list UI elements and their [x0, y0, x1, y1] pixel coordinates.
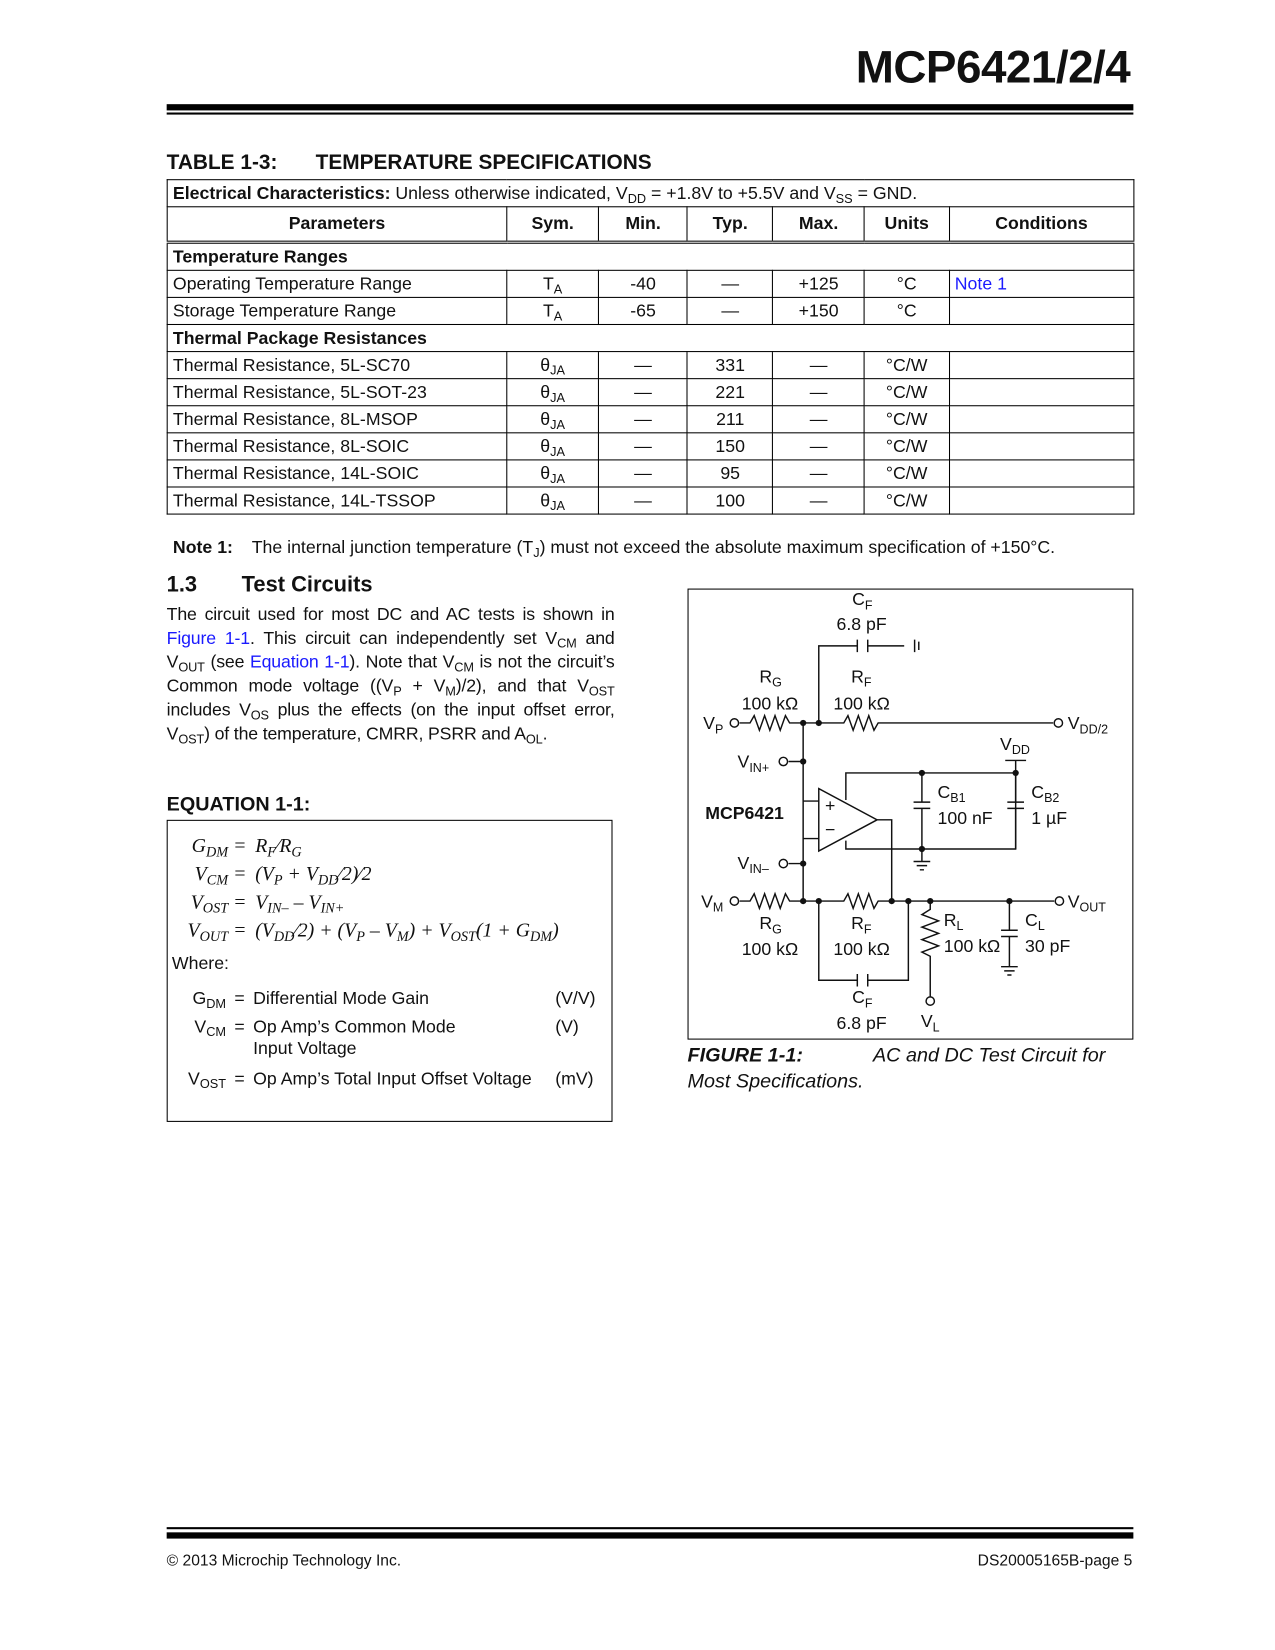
text: —	[809, 381, 828, 402]
rg-top-label: $R_G$	[759, 666, 782, 690]
table-cell	[167, 297, 507, 324]
text: is not the circuit’s Common mode voltage ((V	[166, 652, 615, 696]
equals-sign: =	[234, 988, 245, 1009]
text: —	[809, 354, 828, 375]
table-cell	[599, 487, 688, 514]
text: (V	[255, 919, 274, 942]
table-cell	[507, 379, 599, 406]
subscript: CM	[557, 636, 577, 651]
subscript: F	[267, 843, 277, 860]
table-cell	[167, 433, 507, 460]
text: The circuit used for most DC and AC tests is shown in	[166, 604, 615, 624]
cl-value: 30 pF	[1025, 936, 1071, 957]
table-cell	[687, 406, 772, 433]
cf-top-label: $C_F$	[852, 589, 873, 613]
terminals	[730, 719, 1063, 1005]
equals-sign: =	[234, 863, 246, 886]
cb2-label: $C_{B2}$	[1031, 781, 1060, 806]
table-cell	[864, 460, 949, 487]
subscript: DD	[273, 928, 295, 944]
table-cell	[687, 433, 772, 460]
cf-bottom-label: $C_F$	[852, 987, 873, 1011]
subscript: A	[553, 308, 563, 324]
subscript: JA	[550, 389, 566, 405]
text: +125	[798, 273, 839, 294]
table-cell	[167, 379, 507, 406]
text: V	[255, 891, 268, 914]
table-cell	[599, 297, 688, 324]
text: °C/W	[885, 381, 928, 402]
table-row	[167, 379, 1134, 406]
subscript: P	[356, 928, 365, 944]
section-label: Thermal Package Resistances	[167, 324, 1134, 351]
text: —	[721, 273, 740, 294]
equals-sign: =	[234, 919, 246, 942]
table-cell	[599, 270, 688, 297]
test-circuit-schematic	[688, 589, 1134, 1040]
section-row	[167, 324, 1134, 351]
definition-text: Op Amp’s Total Input Offset Voltage	[253, 1068, 532, 1089]
text: —	[809, 435, 828, 456]
conditions-row	[167, 180, 1134, 207]
subscript: M	[445, 684, 456, 699]
text: θ	[540, 408, 551, 429]
definition-symbol	[180, 988, 226, 1010]
text: °C/W	[885, 463, 928, 483]
table-row	[167, 487, 1134, 514]
cl-label: $C_L$	[1025, 910, 1045, 934]
subscript: JA	[550, 471, 566, 486]
text: Operating Temperature Range	[172, 273, 412, 294]
text: —	[634, 463, 652, 483]
table-cell	[687, 270, 772, 297]
text: θ	[540, 435, 551, 456]
text: V	[190, 891, 203, 914]
subscript: OST	[202, 900, 229, 916]
table-cell	[507, 460, 599, 487]
subscript: CM	[206, 872, 229, 888]
subscript: P	[393, 684, 402, 699]
text: V	[194, 863, 207, 886]
text: °C/W	[885, 408, 928, 429]
header-rule-thin	[167, 113, 1134, 115]
subscript: DD	[317, 872, 339, 888]
text: 95	[720, 463, 741, 483]
footer-page-number: DS20005165B-page 5	[977, 1552, 1133, 1570]
text: ⁄2)⁄2	[338, 863, 372, 886]
column-header: Sym.	[507, 207, 599, 242]
subscript: OS	[250, 708, 269, 723]
subscript: OUT	[199, 928, 229, 944]
cf-top-value: 6.8 pF	[836, 614, 887, 635]
equation-rhs	[255, 835, 301, 858]
text: ) of the temperature, CMRR, PSRR and A	[204, 723, 526, 744]
text: +150	[798, 300, 839, 321]
text: 331	[715, 354, 745, 375]
text: ⁄2) + (V	[294, 919, 357, 942]
table-row	[167, 406, 1134, 433]
text: Unless otherwise indicated, V	[390, 182, 628, 203]
equation-title: EQUATION 1-1:	[166, 793, 311, 816]
text: °C/W	[885, 490, 928, 510]
cf-bottom-value: 6.8 pF	[836, 1013, 887, 1034]
definition-text: Op Amp’s Common Mode Input Voltage	[253, 1016, 456, 1059]
vout-label: $V_{OUT}$	[1067, 891, 1106, 915]
subscript: IN+	[320, 900, 345, 916]
definition-symbol	[180, 1068, 226, 1090]
table-cell	[599, 460, 688, 487]
text: (1 + G	[475, 919, 530, 942]
equation-lhs	[168, 892, 228, 915]
table-cell	[599, 433, 688, 460]
subscript: DM	[529, 928, 553, 944]
text: ) + V	[408, 919, 451, 942]
text: ) must not exceed the absolute maximum specification of +150°C.	[539, 537, 1056, 558]
text: )/2), and that V	[455, 676, 589, 696]
section-title: Test Circuits	[241, 572, 373, 597]
table-cell	[507, 433, 599, 460]
table-cell	[949, 433, 1134, 460]
table-cell	[773, 433, 864, 460]
table-cell	[167, 406, 507, 433]
subscript: CM	[454, 660, 474, 675]
footer-rule-thick	[167, 1532, 1134, 1538]
table-cell	[773, 487, 864, 514]
section-number: 1.3	[166, 572, 198, 597]
subscript: M	[396, 928, 409, 944]
table-cell	[773, 297, 864, 324]
text: °C/W	[885, 435, 928, 456]
definition-symbol	[180, 1016, 226, 1038]
rl-value: 100 kΩ	[943, 936, 1001, 957]
cross-reference-link[interactable]: Figure 1-1	[166, 628, 250, 648]
subscript: CM	[206, 1024, 227, 1040]
equals-sign: =	[234, 1068, 245, 1089]
text: Thermal Resistance, 14L-SOIC	[172, 463, 419, 483]
section-label: Temperature Ranges	[167, 242, 1134, 270]
table-cell	[949, 352, 1134, 379]
cross-reference-link[interactable]: Equation 1-1	[249, 652, 350, 672]
conditions-cell	[167, 180, 1134, 207]
subscript: A	[553, 281, 563, 297]
table-cell	[507, 406, 599, 433]
table-row	[167, 270, 1134, 297]
table-cell	[949, 379, 1134, 406]
text: G	[192, 988, 207, 1009]
text: = +1.8V to +5.5V and V	[646, 182, 836, 203]
table-cell	[864, 270, 949, 297]
text: —	[634, 354, 652, 375]
text: —	[809, 490, 828, 510]
subscript: OST	[199, 1076, 227, 1092]
text: °C	[896, 273, 917, 294]
vin-plus-label: $V_{IN+}$	[737, 751, 770, 775]
text: R	[255, 835, 268, 858]
text: -65	[630, 300, 656, 321]
table-cell	[773, 460, 864, 487]
subscript: DM	[205, 843, 229, 860]
figure-caption-line1: AC and DC Test Circuit for	[872, 1044, 1106, 1067]
section-heading	[167, 573, 373, 598]
text: G	[191, 835, 206, 858]
table-cell	[949, 487, 1134, 514]
column-header: Parameters	[167, 207, 507, 242]
table-cell	[864, 297, 949, 324]
subscript: G	[291, 843, 302, 860]
definition-unit: (V)	[555, 1016, 579, 1037]
text: —	[721, 300, 740, 321]
table-cell	[864, 406, 949, 433]
table-row	[167, 460, 1134, 487]
column-header: Min.	[599, 207, 688, 242]
table-row	[167, 433, 1134, 460]
text: The internal junction temperature (T	[251, 537, 534, 558]
table-cell	[167, 352, 507, 379]
figure-caption-line2: Most Specifications.	[687, 1070, 864, 1093]
table-cell	[507, 297, 599, 324]
text: . This circuit can independently set V	[249, 628, 558, 648]
subscript: OST	[588, 684, 615, 699]
text: T	[542, 300, 554, 321]
rg-bottom-value: 100 kΩ	[741, 939, 799, 960]
table-cell	[773, 352, 864, 379]
table-cell	[507, 487, 599, 514]
table-title-text: TEMPERATURE SPECIFICATIONS	[315, 151, 652, 174]
text: °C	[896, 300, 917, 321]
circuit-labels	[701, 589, 1108, 1034]
text: + V	[282, 863, 318, 886]
figure-number: FIGURE 1-1:	[687, 1044, 804, 1067]
text: θ	[540, 354, 551, 375]
table-cell	[864, 433, 949, 460]
table-cell	[599, 379, 688, 406]
subscript: OST	[450, 928, 476, 944]
table-cell	[949, 270, 1134, 297]
text: 211	[716, 408, 745, 429]
equation-rhs	[255, 864, 371, 887]
table-cell	[773, 406, 864, 433]
text: )	[552, 919, 559, 942]
text: °C/W	[885, 354, 928, 375]
text: ). Note that V	[349, 652, 455, 672]
text: θ	[540, 381, 551, 402]
section-paragraph	[167, 602, 615, 746]
text: θ	[540, 490, 551, 510]
text: 150	[715, 435, 745, 456]
table-row	[167, 297, 1134, 324]
table-cell	[864, 379, 949, 406]
rf-bottom-value: 100 kΩ	[833, 939, 890, 960]
text: —	[634, 435, 652, 456]
rg-top-value: 100 kΩ	[741, 693, 799, 714]
subscript: SS	[835, 190, 853, 206]
cross-reference-link[interactable]: Note 1	[954, 273, 1007, 294]
table-cell	[507, 352, 599, 379]
column-header: Units	[864, 207, 949, 242]
vp-label: $V_P$	[703, 713, 724, 737]
text: (see	[204, 652, 250, 672]
text: + V	[401, 676, 446, 696]
subscript: DD	[627, 190, 647, 206]
table-row	[167, 352, 1134, 379]
subscript: JA	[550, 362, 566, 378]
text: —	[809, 408, 828, 429]
table-cell	[864, 487, 949, 514]
text: -40	[630, 273, 656, 294]
subscript: OST	[178, 731, 205, 747]
subscript: JA	[550, 498, 566, 513]
table-cell	[949, 460, 1134, 487]
definition-text: Differential Mode Gain	[253, 988, 430, 1009]
text: —	[634, 381, 652, 402]
cb2-value: 1 µF	[1031, 807, 1068, 828]
subscript: J	[533, 545, 540, 561]
table-note	[173, 538, 1055, 559]
footer-copyright: © 2013 Microchip Technology Inc.	[166, 1552, 402, 1570]
text: Thermal Resistance, 8L-MSOP	[172, 408, 418, 429]
note-text	[251, 537, 1056, 561]
footer-rule-thin	[167, 1527, 1134, 1529]
text: Thermal Resistance, 5L-SC70	[172, 354, 411, 375]
text: 221	[715, 381, 745, 402]
text: plus the effects (on the input offset error, V	[166, 700, 615, 744]
table-number: TABLE 1-3:	[166, 151, 278, 174]
equation-lhs	[168, 920, 228, 943]
vl-label: $V_L$	[920, 1011, 940, 1035]
table-cell	[864, 352, 949, 379]
figure-caption	[688, 1043, 1106, 1095]
table-cell	[687, 487, 772, 514]
text: – V	[288, 891, 321, 914]
definition-unit: (V/V)	[555, 988, 596, 1009]
rl-label: $R_L$	[943, 910, 964, 934]
text: 100	[715, 490, 745, 510]
temperature-spec-table	[167, 179, 1135, 514]
subscript: JA	[550, 416, 566, 432]
opamp-minus: −	[825, 819, 836, 840]
chip-label: MCP6421	[705, 802, 784, 823]
table-cell	[687, 379, 772, 406]
equation-rhs	[255, 892, 344, 915]
table-cell	[949, 297, 1134, 324]
equals-sign: =	[234, 835, 246, 858]
subscript: OUT	[178, 660, 205, 675]
column-header: Max.	[773, 207, 864, 242]
rg-bottom-label: $R_G$	[759, 913, 782, 937]
section-row	[167, 242, 1134, 270]
table-cell	[167, 460, 507, 487]
vdd2-label: $V_{DD/2}$	[1067, 713, 1109, 737]
text: – V	[364, 919, 397, 942]
equation-lhs	[168, 835, 228, 858]
subscript: JA	[550, 443, 566, 459]
text: Thermal Resistance, 5L-SOT-23	[172, 381, 427, 402]
vm-label: $V_M$	[701, 891, 724, 915]
cb1-label: $C_{B1}$	[937, 781, 966, 806]
subscript: DM	[206, 996, 227, 1012]
rf-top-label: $R_F$	[851, 666, 872, 690]
table-cell	[507, 270, 599, 297]
table-cell	[949, 406, 1134, 433]
header-row	[167, 207, 1134, 242]
text: θ	[540, 463, 551, 483]
text: Thermal Resistance, 8L-SOIC	[172, 435, 410, 456]
equals-sign: =	[234, 891, 246, 914]
text: V	[188, 1068, 200, 1089]
table-cell	[687, 352, 772, 379]
text: —	[809, 463, 828, 483]
table-title	[167, 151, 652, 175]
table-cell	[773, 379, 864, 406]
table-cell	[167, 270, 507, 297]
document-title: MCP6421/2/4	[855, 41, 1131, 93]
column-header: Typ.	[687, 207, 772, 242]
text: (V	[255, 863, 274, 886]
text: and V	[166, 628, 615, 672]
definition-unit: (mV)	[555, 1068, 594, 1089]
equation-rhs	[255, 920, 559, 943]
text: Thermal Resistance, 14L-TSSOP	[172, 490, 436, 510]
text: V	[194, 1016, 207, 1037]
opamp-plus: +	[825, 795, 836, 816]
bold-text: Electrical Characteristics:	[172, 182, 391, 203]
text: Storage Temperature Range	[172, 300, 397, 321]
subscript: P	[273, 872, 283, 888]
table-cell	[599, 352, 688, 379]
text: includes V	[166, 700, 251, 720]
rf-bottom-label: $R_F$	[851, 913, 872, 937]
text: = GND.	[852, 182, 918, 203]
cb1-value: 100 nF	[937, 807, 993, 828]
table-cell	[687, 297, 772, 324]
text: V	[187, 919, 200, 942]
text: ⁄R	[276, 835, 292, 858]
column-header: Conditions	[949, 207, 1134, 242]
equation-box	[167, 820, 613, 1122]
vin-minus-label: $V_{IN-}$	[737, 852, 769, 876]
text: .	[542, 723, 548, 744]
where-label: Where:	[171, 953, 229, 973]
note-label: Note 1:	[172, 537, 233, 558]
text: —	[634, 490, 652, 510]
table-cell	[687, 460, 772, 487]
subscript: IN–	[267, 900, 289, 916]
text: —	[634, 408, 652, 429]
vdd-label: $V_{DD}$	[1000, 734, 1030, 758]
rf-top-value: 100 kΩ	[833, 693, 890, 714]
subscript: OL	[525, 731, 543, 747]
equals-sign: =	[234, 1016, 245, 1037]
equation-lhs	[168, 864, 228, 887]
text: T	[542, 273, 554, 294]
table-cell	[599, 406, 688, 433]
table-cell	[773, 270, 864, 297]
table-cell	[167, 487, 507, 514]
header-rule-thick	[167, 104, 1134, 110]
